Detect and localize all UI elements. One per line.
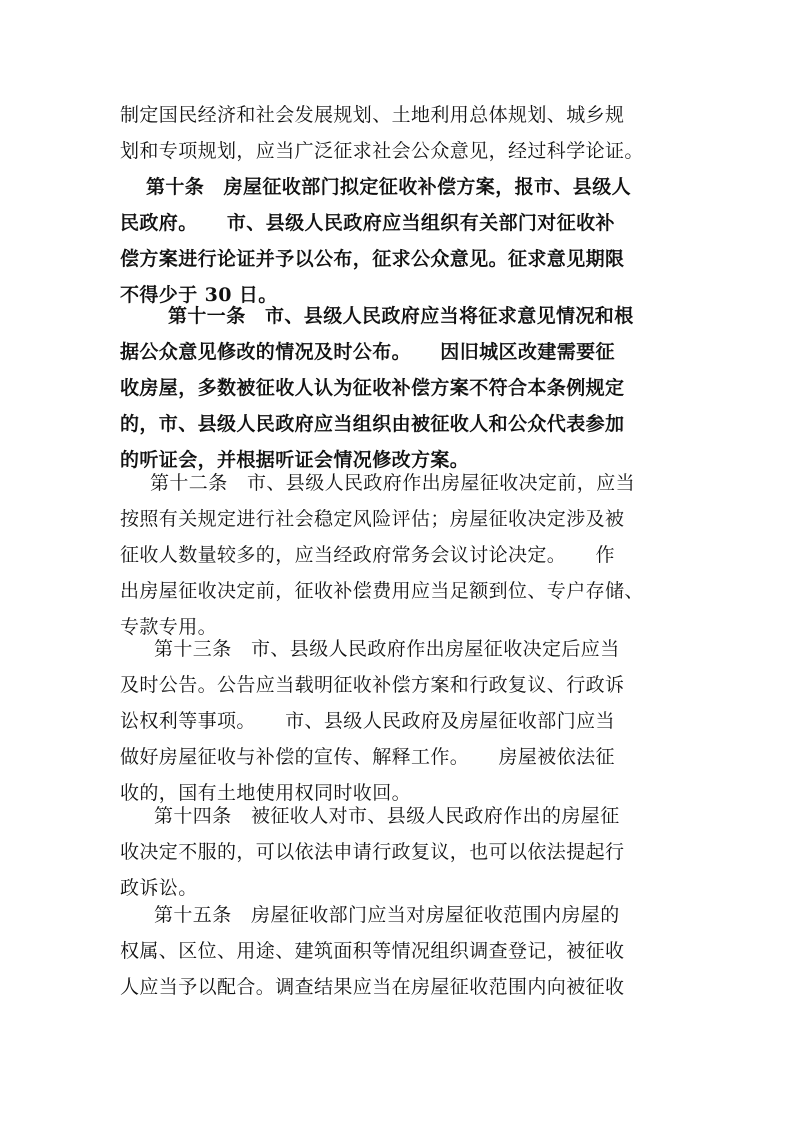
text-line: 政诉讼。: [120, 877, 198, 899]
text-line: 收房屋，多数被征收人认为征收补偿方案不符合本条例规定: [120, 377, 625, 399]
text-line: 划和专项规划，应当广泛征求社会公众意见，经过科学论证。: [120, 140, 644, 162]
article-15: [120, 897, 680, 1005]
text-line: 的，市、县级人民政府应当组织由被征收人和公众代表参加: [120, 413, 625, 435]
article-10-line: 第十条 房屋征收部门拟定征收补偿方案，报市、县级人: [146, 176, 632, 198]
article-14: [120, 798, 680, 906]
text-line: 人应当予以配合。调查结果应当在房屋征收范围内向被征收: [120, 976, 625, 998]
article-12: [120, 465, 680, 645]
text-line: 的听证会，并根据听证会情况修改方案。: [120, 449, 470, 471]
paragraph-continuation: [120, 97, 680, 169]
text-line: 按照有关规定进行社会稳定风险评估；房屋征收决定涉及被: [120, 508, 625, 530]
article-15-line: 第十五条 房屋征收部门应当对房屋征收范围内房屋的: [154, 904, 620, 926]
text-line: 权属、区位、用途、建筑面积等情况组织调查登记，被征收: [120, 940, 625, 962]
text-line: 据公众意见修改的情况及时公布。 因旧城区改建需要征: [120, 341, 615, 363]
text-line: 讼权利等事项。 市、县级人民政府及房屋征收部门应当: [120, 710, 615, 732]
article-13: [120, 631, 680, 811]
text-line: 出房屋征收决定前，征收补偿费用应当足额到位、专户存储、: [120, 580, 644, 602]
text-line: 收决定不服的，可以依法申请行政复议，也可以依法提起行: [120, 841, 625, 863]
text-line: 征收人数量较多的，应当经政府常务会议讨论决定。 作: [120, 544, 615, 566]
text-line: 民政府。 市、县级人民政府应当组织有关部门对征收补: [120, 212, 615, 234]
text-line: 不得少于 30 日。: [120, 284, 278, 306]
article-10: [120, 169, 680, 313]
article-12-line: 第十二条 市、县级人民政府作出房屋征收决定前，应当: [150, 472, 636, 494]
text-line: 专款专用。: [120, 616, 218, 638]
text-line: 做好房屋征收与补偿的宣传、解释工作。 房屋被依法征: [120, 746, 615, 768]
text-line: 及时公告。公告应当载明征收补偿方案和行政复议、行政诉: [120, 674, 625, 696]
article-13-line: 第十三条 市、县级人民政府作出房屋征收决定后应当: [154, 638, 620, 660]
article-11: [120, 298, 680, 478]
text-line: 收的，国有土地使用权同时收回。: [120, 782, 412, 804]
article-11-line: 第十一条 市、县级人民政府应当将征求意见情况和根: [168, 305, 634, 327]
text-line: 制定国民经济和社会发展规划、土地利用总体规划、城乡规: [120, 104, 625, 126]
article-14-line: 第十四条 被征收人对市、县级人民政府作出的房屋征: [154, 805, 620, 827]
text-line: 偿方案进行论证并予以公布，征求公众意见。征求意见期限: [120, 248, 625, 270]
